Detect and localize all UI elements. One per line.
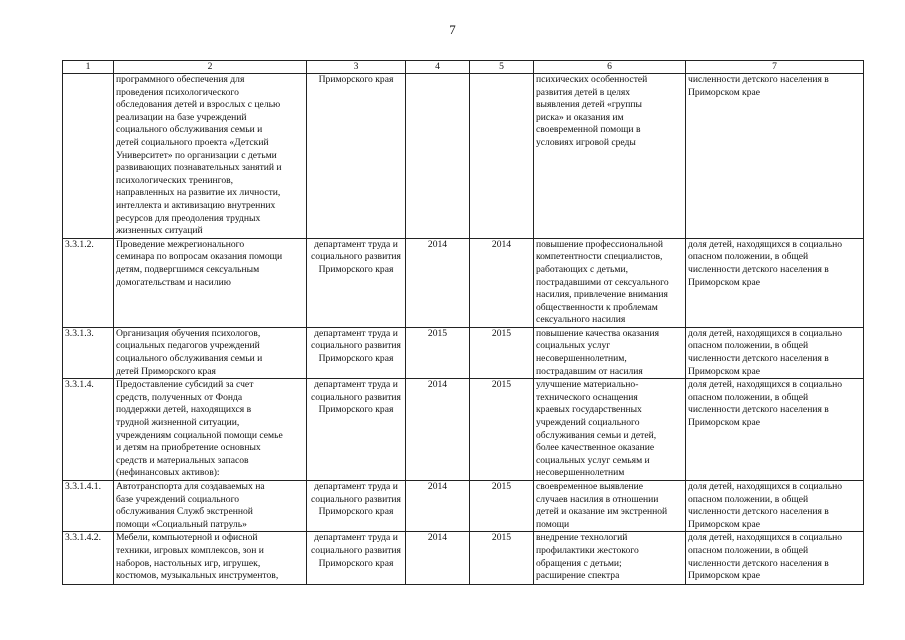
- row-id: 3.3.1.2.: [63, 238, 114, 327]
- header-col-7: 7: [686, 61, 864, 74]
- row-result: повышение профессиональной компетентности специалистов, работающих с детьми, пострадавшими от сексуального насилия, привлечение внимания общественности к проблемам сексуального насилия: [534, 238, 686, 327]
- row-id: 3.3.1.3.: [63, 327, 114, 378]
- row-executor: департамент труда и социального развития Приморского края: [307, 238, 406, 327]
- row-executor: департамент труда и социального развития Приморского края: [307, 481, 406, 532]
- row-result: повышение качества оказания социальных услуг несовершеннолетним, пострадавшим от насилия: [534, 327, 686, 378]
- header-row: [63, 61, 864, 74]
- row-end-year: 2015: [470, 379, 534, 481]
- row-id: 3.3.1.4.: [63, 379, 114, 481]
- row-id: 3.3.1.4.2.: [63, 532, 114, 585]
- header-col-2: 2: [114, 61, 307, 74]
- row-start-year: 2014: [406, 379, 470, 481]
- row-start-year: [406, 74, 470, 239]
- row-result: улучшение материально- технического оснащения краевых государственных учреждений социального обслуживания семьи и детей, более качественное оказание социальных услуг семьям и несовершеннолетним: [534, 379, 686, 481]
- header-col-6: 6: [534, 61, 686, 74]
- table-row: [63, 532, 864, 585]
- row-indicator: доля детей, находящихся в социально опасном положении, в общей численности детского населения в Приморском крае: [686, 481, 864, 532]
- row-result: своевременное выявление случаев насилия в отношении детей и оказание им экстренной помощи: [534, 481, 686, 532]
- measures-table: [62, 60, 864, 585]
- row-executor: департамент труда и социального развития Приморского края: [307, 327, 406, 378]
- row-start-year: 2014: [406, 481, 470, 532]
- header-col-3: 3: [307, 61, 406, 74]
- row-end-year: 2015: [470, 327, 534, 378]
- row-event: Мебели, компьютерной и офисной техники, игровых комплексов, зон и наборов, настольных игр, игрушек, костюмов, музыкальных инструментов,: [114, 532, 307, 585]
- table-row: [63, 238, 864, 327]
- row-start-year: 2014: [406, 532, 470, 585]
- header-col-4: 4: [406, 61, 470, 74]
- row-id: [63, 74, 114, 239]
- row-end-year: [470, 74, 534, 239]
- table-row: [63, 379, 864, 481]
- header-col-1: 1: [63, 61, 114, 74]
- row-end-year: 2015: [470, 532, 534, 585]
- row-start-year: 2015: [406, 327, 470, 378]
- row-end-year: 2014: [470, 238, 534, 327]
- table-row: [63, 481, 864, 532]
- row-indicator: доля детей, находящихся в социально опасном положении, в общей численности детского населения в Приморском крае: [686, 532, 864, 585]
- row-executor: департамент труда и социального развития Приморского края: [307, 532, 406, 585]
- row-id: 3.3.1.4.1.: [63, 481, 114, 532]
- row-event: Предоставление субсидий за счет средств, полученных от Фонда поддержки детей, находящихся в трудной жизненной ситуации, учреждениям социальной помощи семье и детям на приобретение основных средств и материальных запасов (нефинансовых активов):: [114, 379, 307, 481]
- table-row: [63, 74, 864, 239]
- row-indicator: доля детей, находящихся в социально опасном положении, в общей численности детского населения в Приморском крае: [686, 238, 864, 327]
- table-row: [63, 327, 864, 378]
- row-start-year: 2014: [406, 238, 470, 327]
- row-event: Организация обучения психологов, социальных педагогов учреждений социального обслуживания семьи и детей Приморского края: [114, 327, 307, 378]
- page-number: 7: [449, 22, 456, 37]
- row-executor: Приморского края: [307, 74, 406, 239]
- row-indicator: доля детей, находящихся в социально опасном положении, в общей численности детского населения в Приморском крае: [686, 379, 864, 481]
- row-indicator: доля детей, находящихся в социально опасном положении, в общей численности детского населения в Приморском крае: [686, 327, 864, 378]
- row-indicator: численности детского населения в Приморском крае: [686, 74, 864, 239]
- row-event: Автотранспорта для создаваемых на базе учреждений социального обслуживания Служб экстренной помощи «Социальный патруль»: [114, 481, 307, 532]
- row-executor: департамент труда и социального развития Приморского края: [307, 379, 406, 481]
- row-end-year: 2015: [470, 481, 534, 532]
- header-col-5: 5: [470, 61, 534, 74]
- row-result: психических особенностей развития детей в целях выявления детей «группы риска» и оказания им своевременной помощи в условиях игровой среды: [534, 74, 686, 239]
- row-result: внедрение технологий профилактики жестокого обращения с детьми; расширение спектра: [534, 532, 686, 585]
- row-event: программного обеспечения для проведения психологического обследования детей и взрослых с целью реализации на базе учреждений социального обслуживания семьи и детей социального проекта «Детский Университет» по организации с детьми развивающих познавательных занятий и психологических тренингов, направленных на развитие их личности, интеллекта и активизацию внутренних ресурсов для преодоления трудных жизненных ситуаций: [114, 74, 307, 239]
- row-event: Проведение межрегионального семинара по вопросам оказания помощи детям, подвергшимся сексуальным домогательствам и насилию: [114, 238, 307, 327]
